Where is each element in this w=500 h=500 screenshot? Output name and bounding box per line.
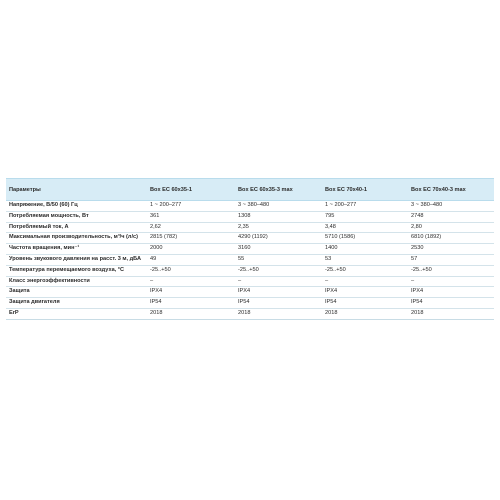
table-cell: 3160 [235,244,322,255]
table-header-row [6,179,494,201]
table-cell: IPX4 [408,287,494,298]
table-cell: 2018 [322,308,408,319]
table-cell: – [147,276,235,287]
table-row [6,287,494,298]
row-label: Защита двигателя [6,298,147,309]
table-cell: 2000 [147,244,235,255]
table-cell: IPX4 [322,287,408,298]
table-cell: 2530 [408,244,494,255]
table-row [6,265,494,276]
table-row [6,308,494,319]
table-cell: 1308 [235,211,322,222]
table-cell: IP54 [408,298,494,309]
table-cell: IP54 [322,298,408,309]
header-model-2: Box EC 60x35-3 max [235,179,322,201]
table-row [6,298,494,309]
table-cell: 795 [322,211,408,222]
row-label: Температура перемещаемого воздуха, °С [6,265,147,276]
table-cell: 3 ~ 380–480 [235,201,322,212]
table-cell: -25..+50 [235,265,322,276]
table-row [6,244,494,255]
row-label: Потребляемый ток, А [6,222,147,233]
table-cell: 2018 [408,308,494,319]
row-label: Потребляемая мощность, Вт [6,211,147,222]
row-label: Защита [6,287,147,298]
header-model-4: Box EC 70x40-3 max [408,179,494,201]
table-cell: 1 ~ 200–277 [322,201,408,212]
table-cell: 2748 [408,211,494,222]
table-cell: -25..+50 [408,265,494,276]
table-row [6,276,494,287]
table-cell: 2815 (782) [147,233,235,244]
table-cell: 1 ~ 200–277 [147,201,235,212]
header-model-3: Box EC 70x40-1 [322,179,408,201]
table-cell: -25..+50 [322,265,408,276]
table-cell: – [322,276,408,287]
specification-table [6,178,494,320]
header-parameters: Параметры [6,179,147,201]
row-label: Максимальная производительность, м³/ч (л/с) [6,233,147,244]
table-cell: 3 ~ 380–480 [408,201,494,212]
table-cell: IP54 [235,298,322,309]
table-cell: 4290 (1192) [235,233,322,244]
row-label: Уровень звукового давления на расст. 3 м, дБА [6,254,147,265]
row-label: ErP [6,308,147,319]
table-row [6,222,494,233]
table-cell: 2018 [235,308,322,319]
table-row [6,233,494,244]
table-cell: IPX4 [235,287,322,298]
table-cell: -25..+50 [147,265,235,276]
header-model-1: Box EC 60x35-1 [147,179,235,201]
table-row [6,211,494,222]
row-label: Напряжение, В/50 (60) Гц [6,201,147,212]
table-cell: IP54 [147,298,235,309]
table-cell: 2,62 [147,222,235,233]
table-cell: 1400 [322,244,408,255]
table-cell: 5710 (1586) [322,233,408,244]
row-label: Частота вращения, мин⁻¹ [6,244,147,255]
table-cell: IPX4 [147,287,235,298]
table-cell: 49 [147,254,235,265]
table-cell: 55 [235,254,322,265]
table-cell: 3,48 [322,222,408,233]
table-cell: 2018 [147,308,235,319]
table-cell: 57 [408,254,494,265]
table-row [6,201,494,212]
table-cell: – [408,276,494,287]
row-label: Класс энергоэффективности [6,276,147,287]
table-cell: – [235,276,322,287]
table-cell: 361 [147,211,235,222]
table-row [6,254,494,265]
table-cell: 6810 (1892) [408,233,494,244]
table-cell: 53 [322,254,408,265]
table-cell: 2,80 [408,222,494,233]
table-cell: 2,35 [235,222,322,233]
